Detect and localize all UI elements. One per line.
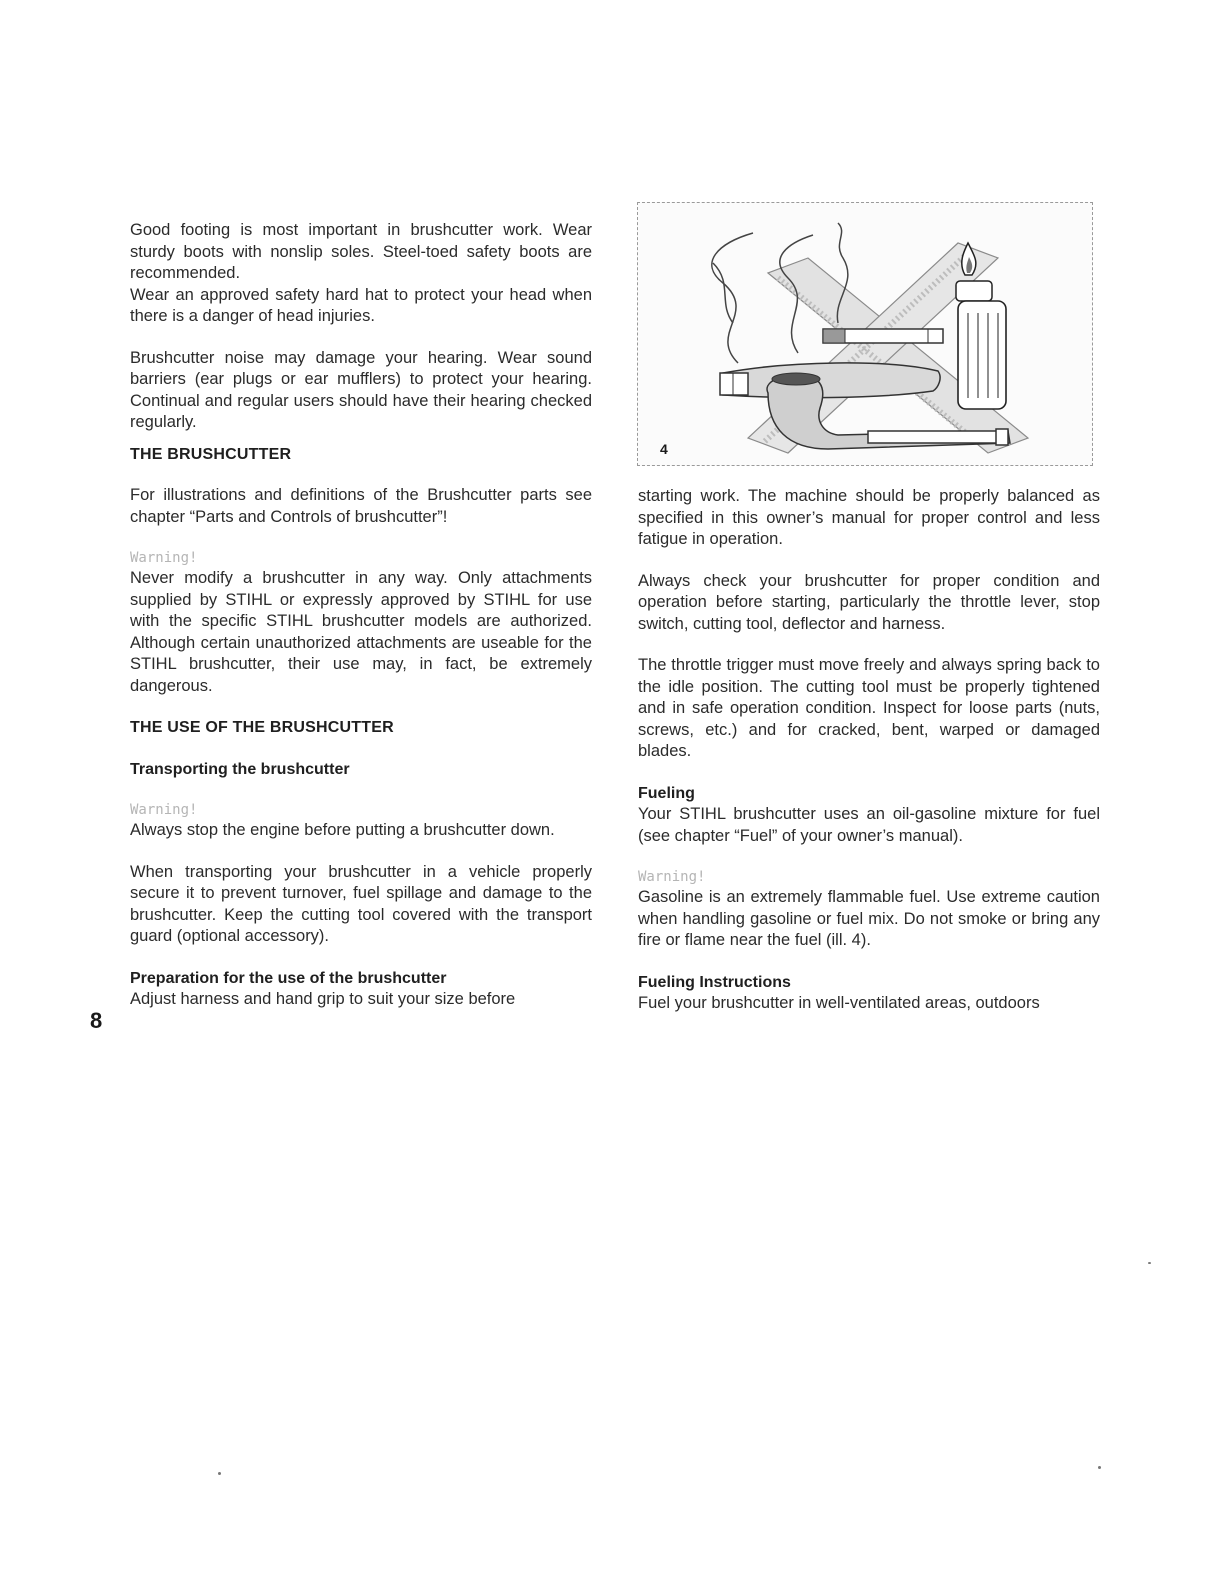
subheading-fueling-instructions: Fueling Instructions	[638, 973, 791, 991]
hard-hat-paragraph: Wear an approved safety hard hat to protect your head when there is a danger of head injuries.	[130, 285, 592, 325]
transport-paragraph: When transporting your brushcutter in a vehicle properly secure it to prevent turnover, fuel spillage and damage to the brushcutter. Keep the cutting tool covered with the transport guard (optional accessory).	[130, 862, 592, 945]
gasoline-warning-paragraph: Gasoline is an extremely flammable fuel. Use extreme caution when handling gasoline or fuel mix. Do not smoke or bring any fire or flame near the fuel (ill. 4).	[638, 888, 1100, 949]
warning-label: Warning!	[130, 550, 198, 566]
fuel-mixture-paragraph: Your STIHL brushcutter uses an oil-gasoline mixture for fuel (see chapter “Fuel” of your owner’s manual).	[638, 805, 1100, 845]
no-smoking-drawing	[638, 203, 1092, 465]
subheading-preparation: Preparation for the use of the brushcutter	[130, 969, 447, 987]
scan-speck	[1148, 1262, 1151, 1264]
subheading-transporting: Transporting the brushcutter	[130, 760, 350, 778]
cigar-icon	[720, 363, 940, 398]
section-heading-use: THE USE OF THE BRUSHCUTTER	[130, 719, 394, 736]
parts-reference-paragraph: For illustrations and definitions of the Brushcutter parts see chapter “Parts and Controls of brushcutter”!	[130, 486, 592, 526]
scan-speck	[218, 1472, 221, 1475]
warning-label: Warning!	[130, 802, 198, 818]
figure-number: 4	[660, 441, 668, 457]
figure-no-smoking-illustration	[637, 202, 1093, 466]
throttle-paragraph: The throttle trigger must move freely and always spring back to the idle position. The cutting tool must be properly tightened and in safe operation condition. Inspect for loose parts (nuts, screws, etc.) and for cracked, bent, warped or damaged blades.	[638, 656, 1100, 760]
subheading-fueling: Fueling	[638, 784, 695, 802]
ventilation-paragraph: Fuel your brushcutter in well-ventilated areas, outdoors	[638, 994, 1040, 1012]
section-heading-brushcutter: THE BRUSHCUTTER	[130, 445, 292, 463]
modify-warning-paragraph: Never modify a brushcutter in any way. Only attachments supplied by STIHL or expressly approved by STIHL for use with the specific STIHL brushcutter models are authorized. Although certain unauthorized attachments are useable for the STIHL brushcutter, their use may, in fact, be extremely dangerous.	[130, 569, 592, 695]
harness-paragraph: Adjust harness and hand grip to suit your size before	[130, 990, 516, 1008]
right-column	[638, 486, 1100, 1015]
warning-label: Warning!	[638, 869, 706, 885]
page-number: 8	[90, 1008, 103, 1033]
balance-paragraph: starting work. The machine should be properly balanced as specified in this owner’s manual for proper control and less fatigue in operation.	[638, 487, 1100, 548]
check-condition-paragraph: Always check your brushcutter for proper condition and operation before starting, particularly the throttle lever, stop switch, cutting tool, deflector and harness.	[638, 571, 1100, 633]
cigarette-icon	[823, 329, 943, 343]
scan-speck	[1098, 1466, 1101, 1469]
noise-paragraph: Brushcutter noise may damage your hearing. Wear sound barriers (ear plugs or ear mufflers) to protect your hearing. Continual and regular users should have their hearing checked regularly.	[130, 348, 592, 431]
stop-engine-warning-paragraph: Always stop the engine before putting a brushcutter down.	[130, 821, 555, 839]
footing-paragraph: Good footing is most important in brushcutter work. Wear sturdy boots with nonslip soles. Steel-toed safety boots are recommended.	[130, 221, 592, 282]
left-column	[130, 220, 592, 1011]
